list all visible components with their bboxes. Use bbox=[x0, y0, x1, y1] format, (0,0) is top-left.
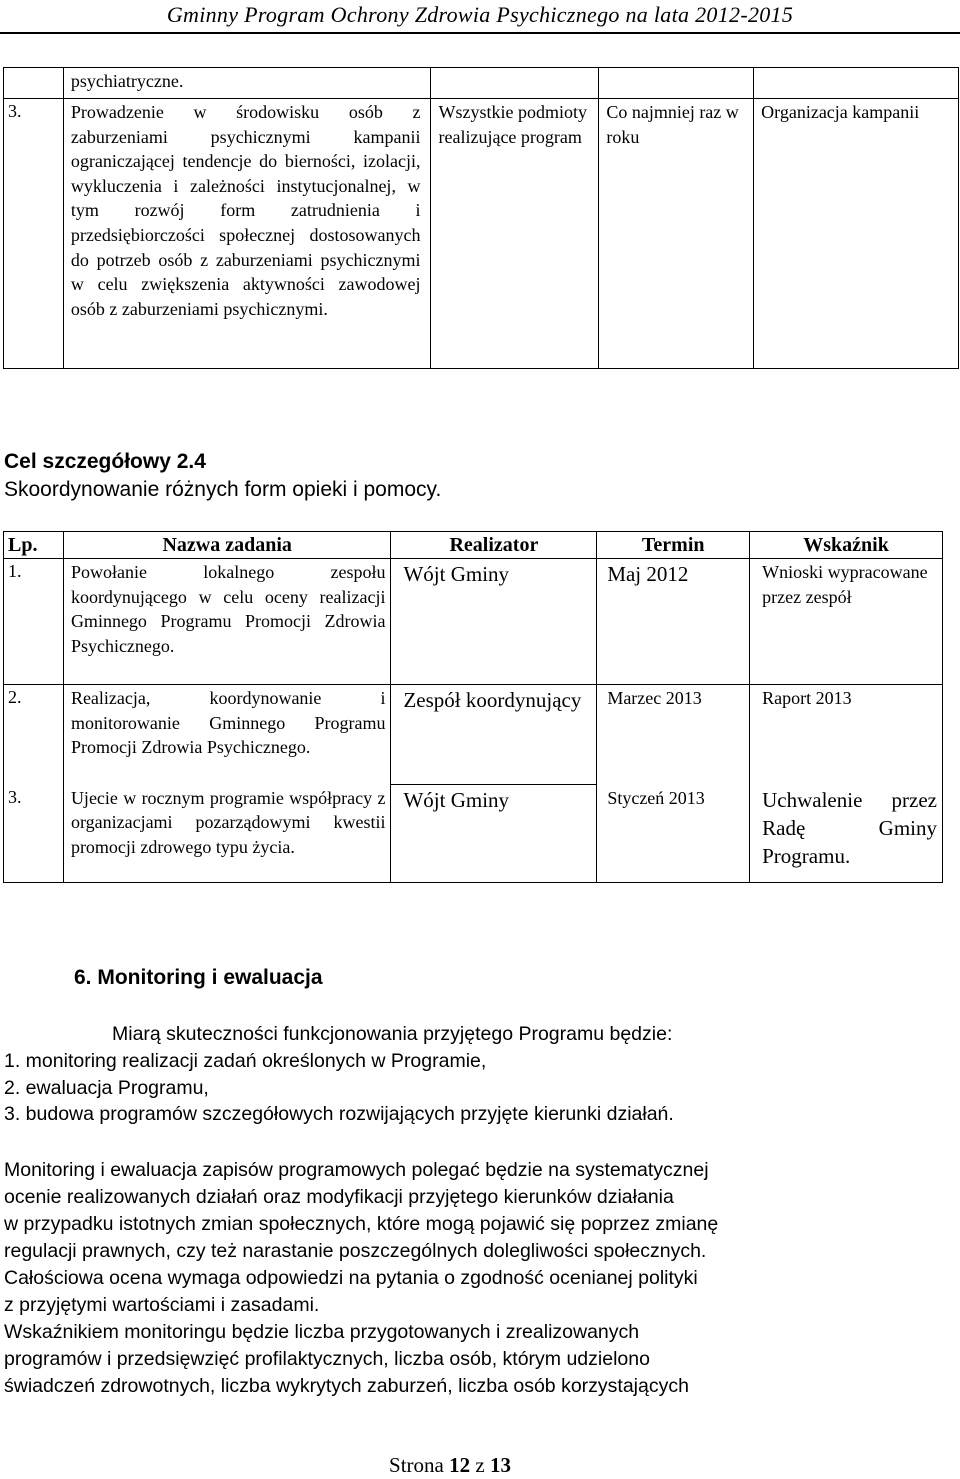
paragraph-line: świadczeń zdrowotnych, liczba wykrytych zaburzeń, liczba osób korzystających bbox=[4, 1375, 689, 1397]
task-description: Prowadzenie w środowisku osób z zaburzeniami psychicznymi kampanii ograniczającej tendencje do bierności, izolacji, wykluczenia i zależności instytucjonalnej, w tym rozwój form zatrudnienia i przedsiębiorczości społecznej dostosowanych do potrzeb osób z zaburzeniami psychicznymi w celu zwiększenia aktywności zawodowej osób z zaburzeniami psychicznymi. bbox=[63, 99, 431, 369]
measures-list bbox=[4, 1048, 904, 1128]
list-item: 1. monitoring realizacji zadań określonych w Programie, bbox=[4, 1050, 487, 1072]
footer-z: z bbox=[475, 1453, 485, 1477]
running-header bbox=[0, 0, 960, 34]
termin-cell: Maj 2012 bbox=[597, 559, 750, 685]
row-number: 1. bbox=[4, 559, 64, 685]
list-item: 3. budowa programów szczegółowych rozwijających przyjęte kierunki działań. bbox=[4, 1103, 674, 1126]
row-number: 3. bbox=[4, 99, 64, 369]
objective-title: Cel szczegółowy 2.4 bbox=[4, 450, 206, 473]
continuation-text: psychiatryczne. bbox=[63, 68, 431, 99]
header-realizator: Realizator bbox=[391, 532, 597, 559]
row-number: 2. bbox=[4, 685, 64, 785]
paragraph-line: Wskaźnikiem monitoringu będzie liczba przygotowanych i zrealizowanych bbox=[4, 1321, 640, 1343]
header-lp: Lp. bbox=[4, 532, 64, 559]
section-heading: 6. Monitoring i ewaluacja bbox=[74, 966, 323, 989]
header-nazwa: Nazwa zadania bbox=[63, 532, 391, 559]
wskaznik-cell: Raport 2013 bbox=[750, 685, 943, 785]
termin-cell: Styczeń 2013 bbox=[597, 785, 750, 883]
footer-total-pages: 13 bbox=[489, 1453, 511, 1477]
objective-heading bbox=[4, 448, 441, 504]
objective-subtitle: Skoordynowanie różnych form opieki i pomocy. bbox=[4, 478, 442, 501]
termin-cell: Marzec 2013 bbox=[597, 685, 750, 785]
realizator-cell: Wszystkie podmioty realizujące program bbox=[431, 99, 599, 369]
page-footer bbox=[0, 1453, 900, 1478]
paragraph-line: Monitoring i ewaluacja zapisów programowych polegać będzie na systematycznej bbox=[4, 1159, 709, 1181]
wskaznik-cell: Uchwalenie przez Radę Gminy Programu. bbox=[750, 785, 943, 883]
table-row bbox=[4, 685, 943, 785]
realizator-cell: Wójt Gminy bbox=[391, 559, 597, 685]
realizator-cell: Wójt Gminy bbox=[391, 785, 597, 883]
table-row bbox=[4, 68, 959, 99]
table-row bbox=[4, 785, 943, 883]
list-item: 2. ewaluacja Programu, bbox=[4, 1076, 209, 1099]
row-number: 3. bbox=[4, 785, 64, 883]
task-name: Ujecie w rocznym programie współpracy z organizacjami pozarządowymi kwestii promocji zdrowego typu życia. bbox=[63, 785, 391, 883]
paragraph-line: w przypadku istotnych zmian społecznych, które mogą pojawić się poprzez zmianę bbox=[4, 1213, 719, 1235]
section-intro: Miarą skuteczności funkcjonowania przyjętego Programu będzie: bbox=[112, 1023, 673, 1045]
table-row bbox=[4, 559, 943, 685]
footer-page-number: 12 bbox=[449, 1453, 471, 1477]
paragraph-line: regulacji prawnych, czy też narastanie poszczególnych dolegliwości społecznych. bbox=[4, 1240, 707, 1262]
header-wskaznik: Wskaźnik bbox=[750, 532, 943, 559]
running-title: Gminny Program Ochrony Zdrowia Psychicznego na lata 2012-2015 bbox=[166, 2, 794, 27]
realizator-cell: Zespół koordynujący bbox=[391, 685, 597, 785]
tasks-table-continued bbox=[3, 67, 959, 369]
paragraph-line: programów i przedsięwzięć profilaktycznych, liczba osób, którym udzielono bbox=[4, 1348, 650, 1370]
paragraph-line: ocenie realizowanych działań oraz modyfikacji przyjętego kierunków działania bbox=[4, 1186, 674, 1208]
paragraph-line: z przyjętymi wartościami i zasadami. bbox=[4, 1294, 320, 1316]
monitoring-paragraph bbox=[4, 1157, 893, 1400]
table-row bbox=[4, 99, 959, 369]
termin-cell: Co najmniej raz w roku bbox=[599, 99, 754, 369]
task-name: Powołanie lokalnego zespołu koordynującego w celu oceny realizacji Gminnego Programu Promocji Zdrowia Psychicznego. bbox=[63, 559, 391, 685]
task-name: Realizacja, koordynowanie i monitorowanie Gminnego Programu Promocji Zdrowia Psychicznego. bbox=[63, 685, 391, 785]
tasks-table bbox=[3, 531, 943, 883]
wskaznik-cell: Wnioski wypracowane przez zespół bbox=[750, 559, 943, 685]
table-header-row bbox=[4, 532, 943, 559]
wskaznik-cell: Organizacja kampanii bbox=[754, 99, 959, 369]
header-termin: Termin bbox=[597, 532, 750, 559]
paragraph-line: Całościowa ocena wymaga odpowiedzi na pytania o zgodność ocenianej polityki bbox=[4, 1267, 698, 1289]
footer-strona: Strona bbox=[389, 1453, 444, 1477]
